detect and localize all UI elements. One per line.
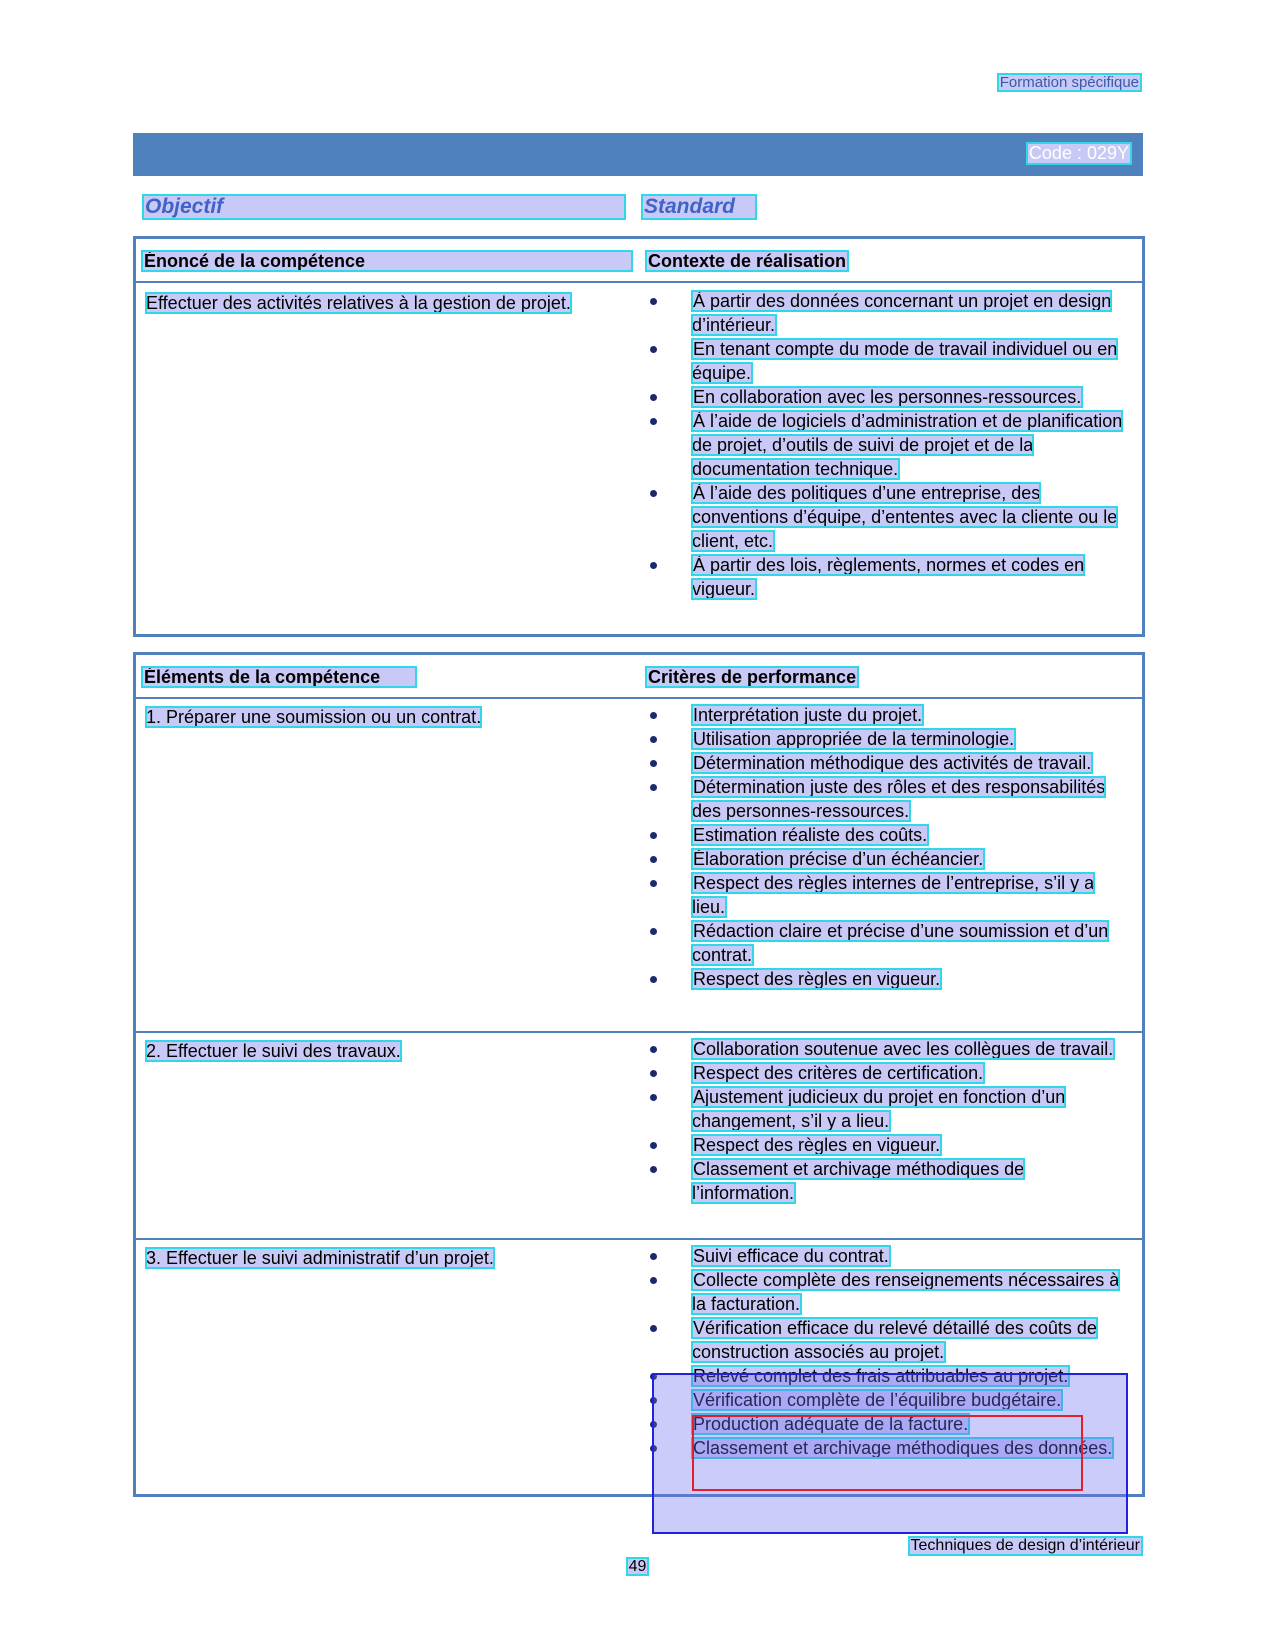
criterion-text: Interprétation juste du projet. (693, 705, 923, 725)
criterion-item (646, 775, 1126, 823)
code-band (133, 133, 1143, 176)
enonce-heading: Énoncé de la compétence (142, 251, 632, 271)
criterion-item (646, 481, 1126, 553)
elements-heading: Éléments de la compétence (142, 667, 416, 687)
criteria-list (646, 703, 1126, 991)
criteria-list (646, 1037, 1126, 1205)
criterion-item (646, 1133, 1126, 1157)
element-label-text: 1. Préparer une soumission ou un contrat. (146, 707, 482, 727)
criterion-text: Respect des critères de certification. (693, 1063, 984, 1083)
criterion-item (646, 409, 1126, 481)
context-list (646, 289, 1126, 601)
criterion-text: Production adéquate de la facture. (693, 1414, 969, 1434)
criterion-item (646, 847, 1126, 871)
element-label (146, 1246, 524, 1270)
criterion-item (646, 553, 1126, 601)
competence-statement (146, 291, 616, 315)
criterion-item (646, 289, 1126, 337)
criterion-text: Ajustement judicieux du projet en fonction d’un changement, s’il y a lieu. (692, 1087, 1066, 1131)
criterion-text: Détermination méthodique des activités de travail. (693, 753, 1092, 773)
criterion-text: Classement et archivage méthodiques de l’information. (692, 1159, 1025, 1203)
footer-title: Techniques de design d’intérieur (910, 1537, 1140, 1554)
criterion-text: À partir des données concernant un projet en design d’intérieur. (692, 291, 1112, 335)
criterion-text: Estimation réaliste des coûts. (693, 825, 928, 845)
criterion-item (646, 967, 1126, 991)
criterion-text: Collecte complète des renseignements nécessaires à la facturation. (692, 1270, 1120, 1314)
competency-code: Code : 029Y (1028, 143, 1129, 163)
criterion-text: À l’aide des politiques d’une entreprise, des conventions d’équipe, d’ententes avec la cliente ou le client, etc. (692, 483, 1118, 551)
elements-rows (136, 699, 1142, 1490)
criterion-item (646, 1037, 1126, 1061)
criterion-item (646, 823, 1126, 847)
element-label (146, 1039, 524, 1063)
criterion-item (646, 703, 1126, 727)
criterion-text: En collaboration avec les personnes-ressources. (693, 387, 1082, 407)
element-label-text: 3. Effectuer le suivi administratif d’un projet. (146, 1248, 494, 1268)
objectif-heading: Objectif (143, 195, 625, 219)
page-number-wrap (0, 1558, 1275, 1576)
program-label: Formation spécifique (999, 74, 1139, 91)
criterion-item (646, 1244, 1126, 1268)
criterion-text: Suivi efficace du contrat. (693, 1246, 889, 1266)
criterion-item (646, 1061, 1126, 1085)
criterion-item (646, 1157, 1126, 1205)
criterion-item (646, 871, 1126, 919)
criterion-text: Respect des règles internes de l’entreprise, s’il y a lieu. (692, 873, 1095, 917)
competence-table-header (136, 239, 1142, 283)
element-label-text: 2. Effectuer le suivi des travaux. (146, 1041, 401, 1061)
element-row (136, 1031, 1142, 1238)
criterion-item (646, 919, 1126, 967)
highlight-box (692, 1415, 1083, 1491)
criterion-text: Respect des règles en vigueur. (693, 969, 941, 989)
criterion-text: Respect des règles en vigueur. (693, 1135, 941, 1155)
criterion-text: En tenant compte du mode de travail individuel ou en équipe. (692, 339, 1118, 383)
criterion-text: À l’aide de logiciels d’administration et de planification de projet, d’outils de suivi de projet et de la documentation technique. (692, 411, 1123, 479)
criterion-text: Utilisation appropriée de la terminologie. (693, 729, 1015, 749)
competence-row (136, 283, 1142, 633)
criterion-text: Vérification complète de l’équilibre budgétaire. (693, 1390, 1062, 1410)
competence-table (133, 236, 1145, 637)
criterion-item (646, 751, 1126, 775)
criterion-text: Détermination juste des rôles et des responsabilités des personnes-ressources. (692, 777, 1106, 821)
criteria-list-wrap (646, 703, 1126, 991)
criterion-item (646, 337, 1126, 385)
criterion-text: Relevé complet des frais attribuables au projet. (693, 1366, 1069, 1386)
elements-table-header (136, 655, 1142, 699)
element-row (136, 699, 1142, 1031)
criterion-text: Collaboration soutenue avec les collègues de travail. (693, 1039, 1114, 1059)
criterion-text: Élaboration précise d’un échéancier. (693, 849, 984, 869)
criterion-item (646, 727, 1126, 751)
criterion-text: Vérification efficace du relevé détaillé des coûts de construction associés au projet. (692, 1318, 1097, 1362)
criteres-heading: Critères de performance (648, 667, 857, 687)
criterion-item (646, 1316, 1126, 1364)
standard-heading: Standard (642, 195, 756, 219)
context-list-wrap (646, 289, 1126, 601)
criterion-text: Rédaction claire et précise d’une soumission et d’un contrat. (692, 921, 1109, 965)
criterion-item (646, 1268, 1126, 1316)
page-number: 49 (628, 1558, 647, 1575)
contexte-heading: Contexte de réalisation (648, 251, 847, 271)
criterion-item (646, 1085, 1126, 1133)
criterion-text: À partir des lois, règlements, normes et codes en vigueur. (692, 555, 1085, 599)
competence-statement-text: Effectuer des activités relatives à la gestion de projet. (146, 293, 571, 313)
element-label (146, 705, 524, 729)
elements-table (133, 652, 1145, 1497)
criterion-text: Classement et archivage méthodiques des données. (693, 1438, 1113, 1458)
criteria-list-wrap (646, 1037, 1126, 1205)
criterion-item (646, 385, 1126, 409)
